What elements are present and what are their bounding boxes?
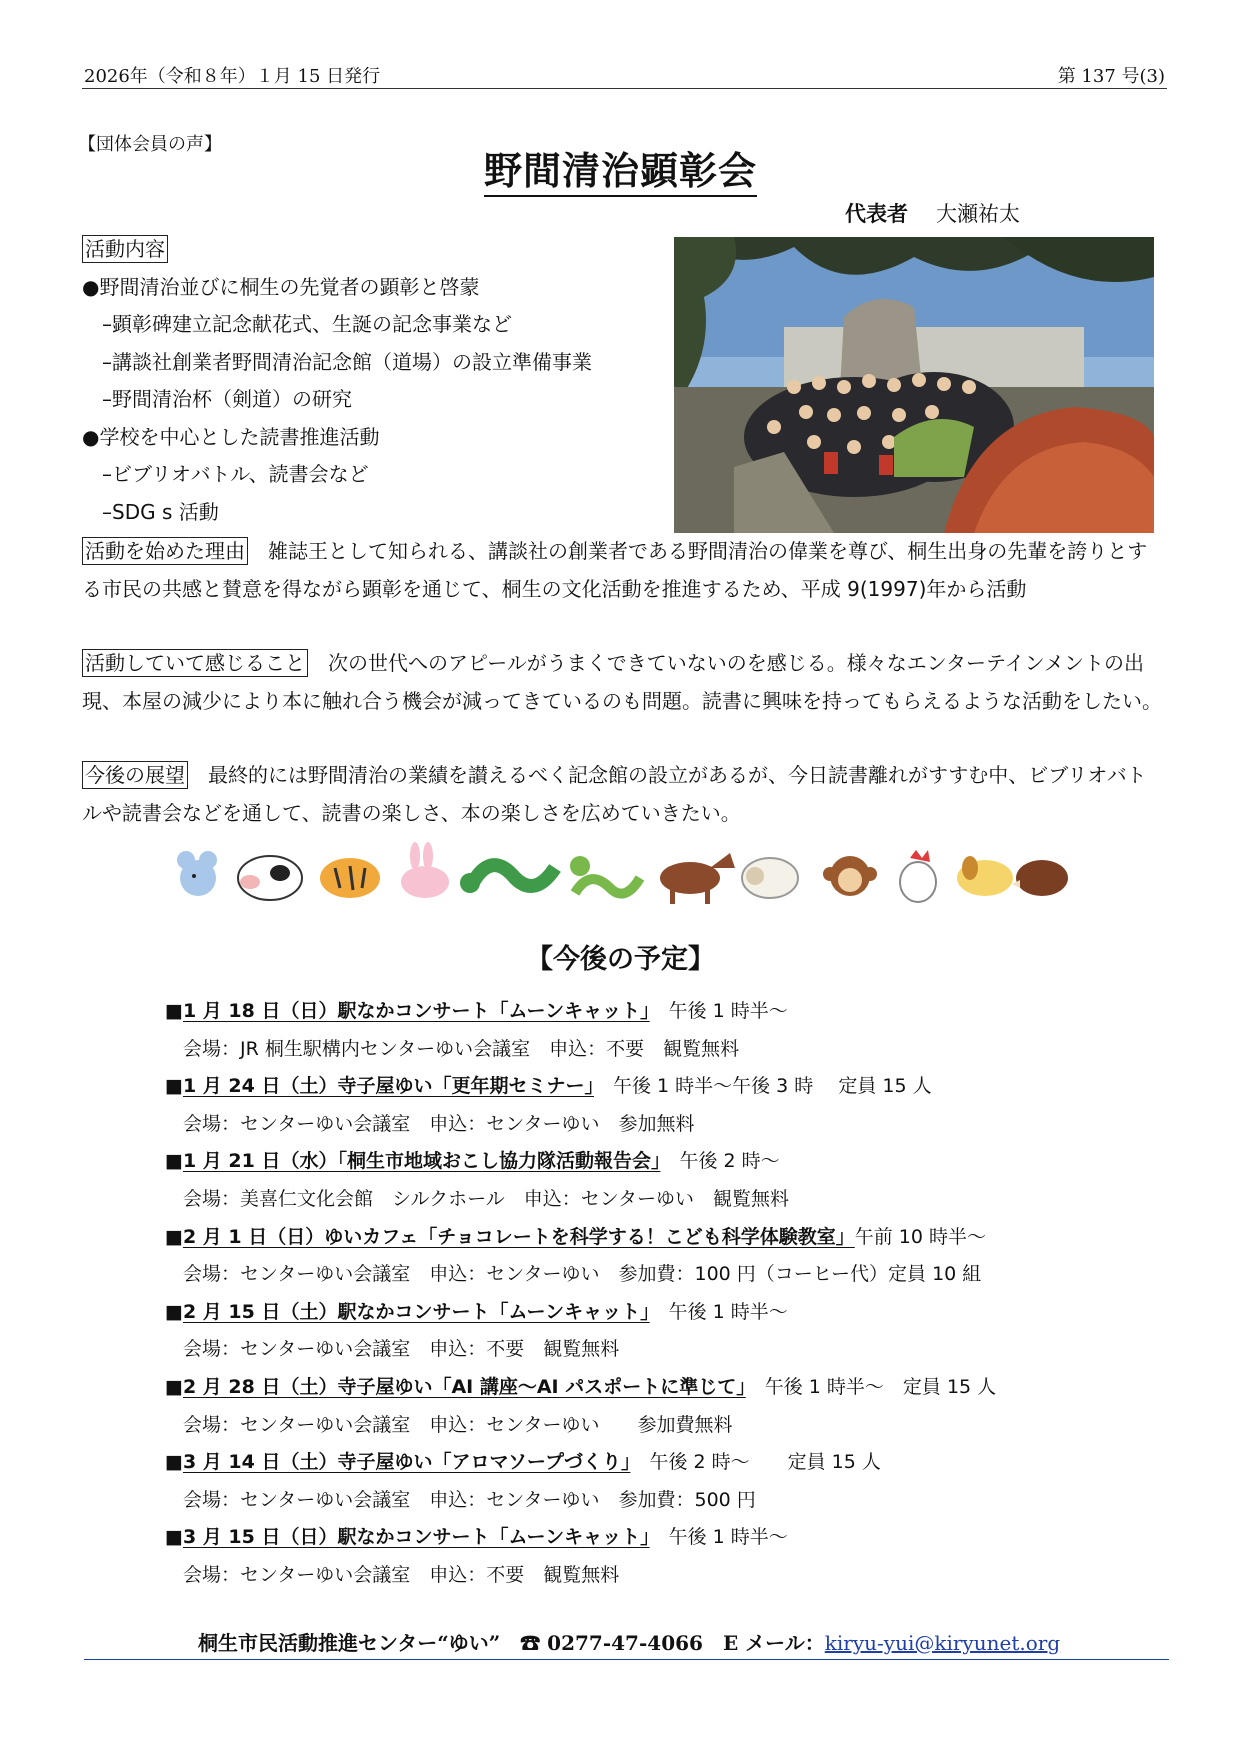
representative-name: 大瀬祐太 — [936, 202, 1020, 226]
mouse-icon — [177, 851, 217, 896]
event-name: 1 月 21 日（水）「桐生市地域おこし協力隊活動報告会」 — [182, 1150, 661, 1173]
outlook-section — [82, 757, 1162, 832]
event-time: 午後 1 時半～ — [649, 1000, 788, 1022]
footer-contact — [198, 1627, 1060, 1656]
event-time: 午後 1 時半～ — [649, 1526, 788, 1549]
footer-divider — [84, 1659, 1169, 1660]
schedule-event: ■3 月 14 日（土）寺子屋ゆい「アロマソープづくり」 午後 2 時～ 定員 15 人 — [165, 1451, 881, 1474]
feeling-text: 次の世代へのアピールがうまくできていないのを感じる。様々なエンターテインメントの出現、本屋の減少により本に触れ合う機会が減ってきているのも問題。読書に興味を持ってもらえるような活動をしたい。 — [82, 651, 1162, 713]
event-name: 1 月 24 日（土）寺子屋ゆい「更年期セミナー」 — [182, 1075, 594, 1098]
sheep-icon — [742, 858, 798, 898]
reason-section — [82, 533, 1162, 608]
event-time: 午後 1 時半～午後 3 時 定員 15 人 — [593, 1075, 932, 1098]
horse-icon — [660, 853, 735, 904]
event-detail: 会場：センターゆい会議室 申込：不要 観覧無料 — [183, 1338, 620, 1361]
event-detail: 会場：センターゆい会議室 申込：センターゆい 参加費：500 円 — [183, 1488, 756, 1511]
event-name: 3 月 15 日（日）駅なかコンサート「ムーンキャット」 — [182, 1526, 650, 1549]
publish-date: 2026年（令和８年）１月 15 日発行 — [84, 66, 381, 87]
event-time: 午後 1 時半～ — [649, 1300, 788, 1323]
footer-email-label: E メール： — [722, 1631, 825, 1655]
title-text: 野間清治顕彰会 — [484, 149, 757, 197]
dragon-icon — [460, 865, 555, 893]
email-link[interactable]: kiryu-yui@kiryunet.org — [824, 1631, 1061, 1655]
schedule-list — [165, 993, 996, 1595]
feeling-section — [82, 645, 1162, 720]
schedule-event: ■3 月 15 日（日）駅なかコンサート「ムーンキャット」 午後 1 時半～ — [165, 1526, 788, 1549]
event-name: 3 月 14 日（土）寺子屋ゆい「アロマソープづくり」 — [182, 1451, 631, 1474]
event-detail: 会場：センターゆい会議室 申込：センターゆい 参加費：100 円（コーヒー代）定員 10 組 — [183, 1263, 982, 1286]
event-name: 1 月 18 日（日）駅なかコンサート「ムーンキャット」 — [182, 1000, 650, 1022]
reason-label: 活動を始めた理由 — [82, 537, 248, 565]
snake-icon — [570, 856, 640, 894]
section-tag: 【団体会員の声】 — [78, 134, 222, 155]
event-time: 午後 2 時～ 定員 15 人 — [630, 1451, 881, 1474]
event-time: 午後 2 時～ — [660, 1150, 780, 1173]
dog-icon — [957, 856, 1013, 896]
activities-section — [82, 231, 672, 531]
rabbit-icon — [401, 842, 449, 898]
event-time: 午前 10 時半～ — [854, 1225, 986, 1248]
event-detail: 会場：センターゆい会議室 申込：センターゆい 参加費無料 — [183, 1413, 733, 1436]
schedule-event: ■2 月 28 日（土）寺子屋ゆい「AI 講座～AI パスポートに準じて」 午後 1 時半～ 定員 15 人 — [165, 1375, 997, 1398]
schedule-event: ■2 月 1 日（日）ゆいカフェ「チョコレートを科学する！こども科学体験教室」午前 10 時半～ — [165, 1225, 986, 1248]
issue-number: 第 137 号(3) — [1057, 66, 1165, 87]
rooster-icon — [900, 850, 936, 902]
group-photo — [674, 237, 1154, 533]
reason-text: 雑誌王として知られる、講談社の創業者である野間清治の偉業を尊び、桐生出身の先輩を誇りとする市民の共感と賛意を得ながら顕彰を通じて、桐生の文化活動を推進するため、平成 9(1997)年から活動 — [82, 539, 1148, 601]
page-title — [0, 140, 1241, 195]
monkey-icon — [823, 856, 877, 896]
cow-icon — [238, 856, 302, 900]
event-time: 午後 1 時半～ 定員 15 人 — [745, 1375, 997, 1398]
event-name: 2 月 1 日（日）ゆいカフェ「チョコレートを科学する！こども科学体験教室」 — [182, 1225, 855, 1248]
list-item: –顕彰碑建立記念献花式、生誕の記念事業など — [82, 312, 512, 336]
event-detail: 会場：美喜仁文化会館 シルクホール 申込：センターゆい 観覧無料 — [183, 1187, 790, 1210]
feeling-label: 活動していて感じること — [82, 649, 308, 677]
representative-label: 代表者 — [845, 202, 908, 226]
schedule-event: ■1 月 18 日（日）駅なかコンサート「ムーンキャット」 午後 1 時半～ — [165, 1000, 788, 1022]
list-item: –ビブリオバトル、読書会など — [82, 462, 369, 486]
activities-label: 活動内容 — [82, 235, 168, 263]
footer-org: 桐生市民活動推進センター“ゆい” — [198, 1631, 501, 1655]
zodiac-animals-illustration — [170, 838, 1070, 910]
schedule-event: ■1 月 21 日（水）「桐生市地域おこし協力隊活動報告会」 午後 2 時～ — [165, 1150, 780, 1173]
list-item: –講談社創業者野間清治記念館（道場）の設立準備事業 — [82, 349, 592, 374]
footer-phone: ☎ 0277-47-4066 — [520, 1631, 703, 1655]
schedule-title: 【今後の予定】 — [526, 944, 715, 975]
list-item: ●学校を中心とした読書推進活動 — [82, 424, 380, 449]
list-item: –野間清治杯（剣道）の研究 — [82, 387, 352, 411]
header-divider — [82, 88, 1167, 89]
outlook-text: 最終的には野間清治の業績を讃えるべく記念館の設立があるが、今日読書離れがすすむ中、ビブリオバトルや読書会などを通して、読書の楽しさ、本の楽しさを広めていきたい。 — [82, 763, 1147, 825]
tiger-icon — [320, 858, 380, 898]
schedule-event: ■1 月 24 日（土）寺子屋ゆい「更年期セミナー」 午後 1 時半～午後 3 時 定員 15 人 — [165, 1075, 932, 1098]
event-detail: 会場：センターゆい会議室 申込：不要 観覧無料 — [183, 1563, 620, 1586]
event-detail: 会場：JR 桐生駅構内センターゆい会議室 申込：不要 観覧無料 — [183, 1037, 740, 1060]
outlook-label: 今後の展望 — [82, 761, 188, 789]
schedule-event: ■2 月 15 日（土）駅なかコンサート「ムーンキャット」 午後 1 時半～ — [165, 1300, 788, 1323]
list-item: ●野間清治並びに桐生の先覚者の顕彰と啓蒙 — [82, 274, 480, 299]
representative — [845, 198, 1020, 228]
boar-icon — [1012, 860, 1068, 896]
event-name: 2 月 28 日（土）寺子屋ゆい「AI 講座～AI パスポートに準じて」 — [182, 1375, 746, 1398]
list-item: –SDG s 活動 — [82, 499, 219, 524]
event-detail: 会場：センターゆい会議室 申込：センターゆい 参加無料 — [183, 1112, 695, 1135]
event-name: 2 月 15 日（土）駅なかコンサート「ムーンキャット」 — [182, 1300, 650, 1323]
